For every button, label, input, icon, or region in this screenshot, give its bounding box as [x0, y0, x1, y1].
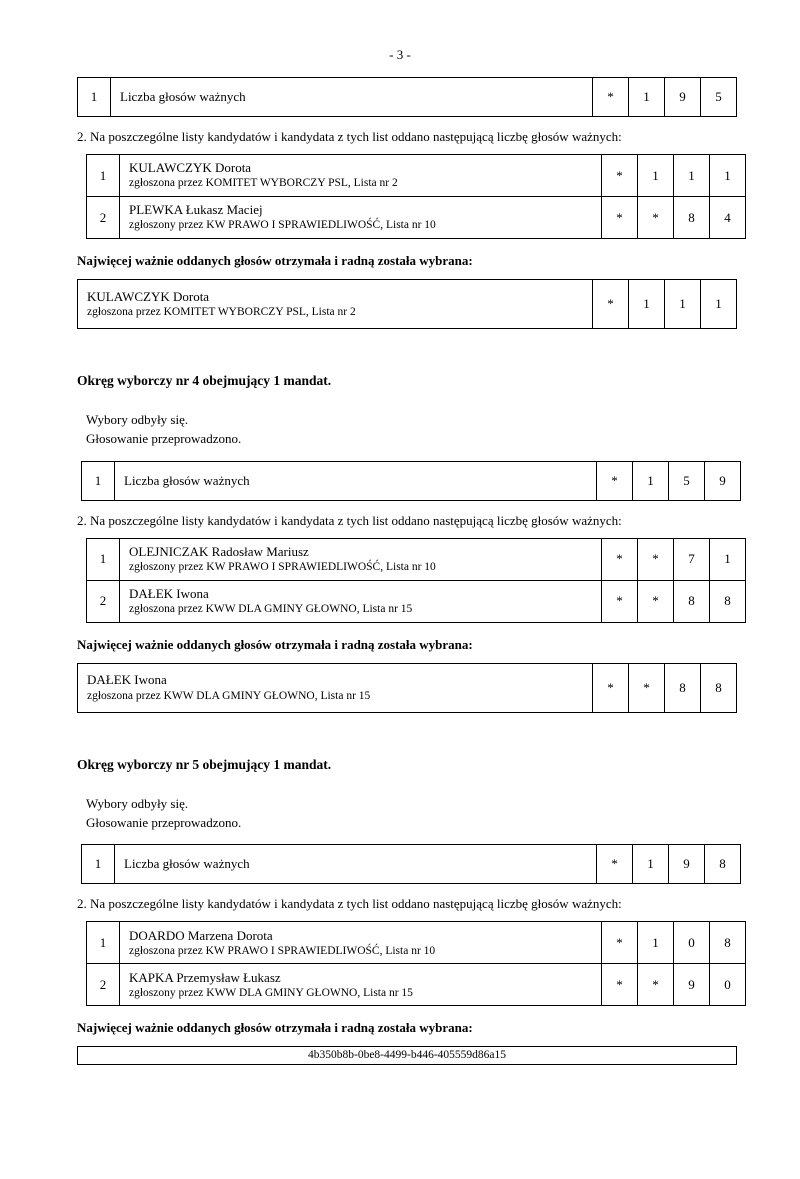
candidate-committee: zgłoszona przez KWW DLA GMINY GŁOWNO, Lista nr 15 [129, 603, 413, 616]
digit-cell: * [638, 197, 674, 239]
district-block-3 [77, 757, 737, 1066]
page-content [77, 77, 737, 1065]
candidates-table [86, 154, 746, 239]
digit-cell: 8 [674, 197, 710, 239]
digit-cell: 1 [638, 922, 674, 964]
lists-intro-text: 2. Na poszczególne listy kandydatów i kandydata z tych list oddano następującą liczbę głosów ważnych: [77, 896, 622, 912]
winner-heading: Najwięcej ważnie oddanych głosów otrzymała i radną została wybrana: [77, 636, 473, 652]
digit-cell: * [593, 78, 629, 117]
candidate-committee: zgłoszony przez KW PRAWO I SPRAWIEDLIWOŚĆ, Lista nr 10 [129, 561, 436, 574]
table-row [87, 538, 746, 580]
digit-cell: 9 [705, 461, 741, 500]
candidate-name: KAPKA Przemysław Łukasz [129, 969, 281, 985]
winner-name: DAŁEK Iwona [87, 672, 167, 688]
digit-cell: 9 [665, 78, 701, 117]
digit-cell: 1 [674, 155, 710, 197]
row-index: 1 [82, 461, 115, 500]
candidate-name: DOARDO Marzena Dorota [129, 927, 273, 943]
voting-conducted-text: Głosowanie przeprowadzono. [86, 430, 242, 446]
table-row [87, 964, 746, 1006]
table-row [78, 78, 737, 117]
row-index: 1 [78, 78, 111, 117]
table-row [82, 461, 741, 500]
winner-table [77, 279, 737, 329]
candidate-cell [120, 922, 602, 964]
digit-cell: 1 [633, 461, 669, 500]
digit-cell: 1 [633, 845, 669, 884]
candidates-table [86, 921, 746, 1006]
candidate-cell [120, 964, 602, 1006]
elections-held-text: Wybory odbyły się. [86, 412, 189, 427]
candidate-committee: zgłoszona przez KW PRAWO I SPRAWIEDLIWOŚĆ, Lista nr 10 [129, 944, 436, 957]
digit-cell: 4 [710, 197, 746, 239]
row-index: 2 [87, 580, 120, 622]
digit-cell: 8 [710, 922, 746, 964]
digit-cell: 1 [665, 280, 701, 329]
table-row [87, 197, 746, 239]
digit-cell: 5 [669, 461, 705, 500]
digit-cell: * [602, 155, 638, 197]
digit-cell: * [602, 922, 638, 964]
candidate-cell [120, 538, 602, 580]
row-index: 1 [87, 155, 120, 197]
table-row [87, 922, 746, 964]
valid-votes-table [77, 77, 737, 117]
digit-cell: 1 [629, 78, 665, 117]
digit-cell: 7 [674, 538, 710, 580]
digit-cell: * [602, 197, 638, 239]
winner-committee: zgłoszona przez KOMITET WYBORCZY PSL, Lista nr 2 [87, 305, 356, 318]
district-block-2 [77, 373, 737, 713]
winner-name: KULAWCZYK Dorota [87, 288, 210, 304]
voting-conducted-text: Głosowanie przeprowadzono. [86, 814, 242, 830]
digit-cell: 8 [665, 663, 701, 712]
candidate-name: OLEJNICZAK Radosław Mariusz [129, 543, 309, 559]
digit-cell: * [597, 845, 633, 884]
digit-cell: * [597, 461, 633, 500]
row-label: Liczba głosów ważnych [115, 461, 597, 500]
digit-cell: 5 [701, 78, 737, 117]
elections-held-text: Wybory odbyły się. [86, 795, 189, 811]
row-index: 2 [87, 964, 120, 1006]
candidate-committee: zgłoszony przez KWW DLA GMINY GŁOWNO, Lista nr 15 [129, 986, 413, 999]
digit-cell: * [602, 538, 638, 580]
digit-cell: * [638, 580, 674, 622]
candidate-name: DAŁEK Iwona [129, 585, 209, 601]
digit-cell: * [638, 964, 674, 1006]
page-number: - 3 - [389, 47, 411, 62]
digit-cell: * [593, 280, 629, 329]
digit-cell: 1 [710, 155, 746, 197]
table-row [82, 845, 741, 884]
row-label: Liczba głosów ważnych [111, 78, 593, 117]
winner-cell [78, 280, 593, 329]
winner-cell [78, 663, 593, 712]
digit-cell: * [638, 538, 674, 580]
candidate-committee: zgłoszona przez KOMITET WYBORCZY PSL, Lista nr 2 [129, 177, 398, 190]
candidate-name: KULAWCZYK Dorota [129, 160, 252, 176]
winner-committee: zgłoszona przez KWW DLA GMINY GŁOWNO, Lista nr 15 [87, 689, 371, 702]
digit-cell: * [593, 663, 629, 712]
digit-cell: 1 [638, 155, 674, 197]
candidate-cell [120, 580, 602, 622]
candidate-cell [120, 155, 602, 197]
valid-votes-table [81, 461, 741, 501]
digit-cell: 8 [705, 845, 741, 884]
winner-heading: Najwięcej ważnie oddanych głosów otrzymała i radną została wybrana: [77, 1020, 473, 1036]
digit-cell: 8 [674, 580, 710, 622]
valid-votes-table [81, 844, 741, 884]
district-heading: Okręg wyborczy nr 5 obejmujący 1 mandat. [77, 756, 332, 772]
lists-intro-text: 2. Na poszczególne listy kandydatów i kandydata z tych list oddano następującą liczbę głosów ważnych: [77, 512, 622, 528]
row-index: 1 [87, 538, 120, 580]
document-hash: 4b350b8b-0be8-4499-b446-405559d86a15 [77, 1046, 737, 1065]
digit-cell: * [629, 663, 665, 712]
table-row [87, 155, 746, 197]
digit-cell: 1 [701, 280, 737, 329]
table-row [78, 280, 737, 329]
row-index: 1 [82, 845, 115, 884]
candidate-cell [120, 197, 602, 239]
table-row [87, 580, 746, 622]
table-row [78, 663, 737, 712]
digit-cell: 1 [629, 280, 665, 329]
row-label: Liczba głosów ważnych [115, 845, 597, 884]
digit-cell: 9 [674, 964, 710, 1006]
row-index: 1 [87, 922, 120, 964]
district-block-1 [77, 77, 737, 329]
digit-cell: 8 [710, 580, 746, 622]
digit-cell: 8 [701, 663, 737, 712]
digit-cell: * [602, 964, 638, 1006]
candidate-committee: zgłoszony przez KW PRAWO I SPRAWIEDLIWOŚĆ, Lista nr 10 [129, 219, 436, 232]
winner-table [77, 663, 737, 713]
row-index: 2 [87, 197, 120, 239]
digit-cell: * [602, 580, 638, 622]
digit-cell: 0 [710, 964, 746, 1006]
document-page [0, 47, 800, 1179]
digit-cell: 9 [669, 845, 705, 884]
winner-heading: Najwięcej ważnie oddanych głosów otrzymała i radną została wybrana: [77, 253, 473, 268]
lists-intro-text: 2. Na poszczególne listy kandydatów i kandydata z tych list oddano następującą liczbę głosów ważnych: [77, 129, 622, 144]
digit-cell: 1 [710, 538, 746, 580]
candidates-table [86, 538, 746, 623]
digit-cell: 0 [674, 922, 710, 964]
district-heading: Okręg wyborczy nr 4 obejmujący 1 mandat. [77, 373, 332, 388]
candidate-name: PLEWKA Łukasz Maciej [129, 202, 263, 218]
